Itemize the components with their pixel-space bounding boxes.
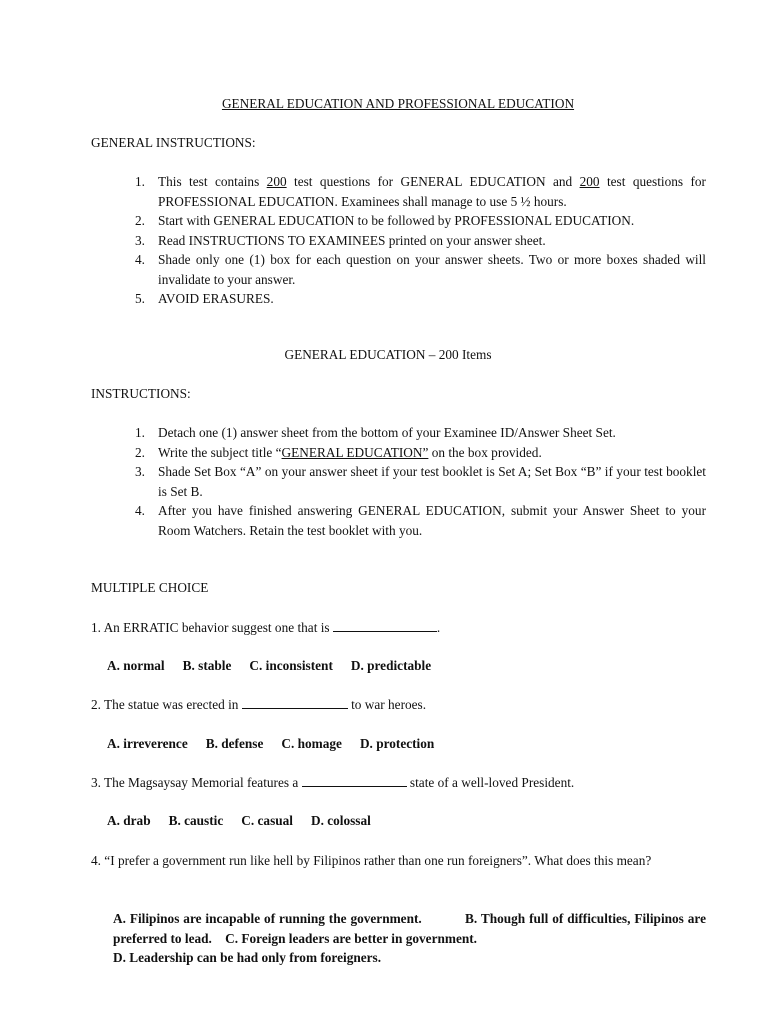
list-item: 3. Read INSTRUCTIONS TO EXAMINEES printed on your answer sheet. — [135, 232, 546, 248]
general-instructions-heading: GENERAL INSTRUCTIONS: — [91, 135, 256, 150]
question-3: 3. The Magsaysay Memorial features a state of a well-loved President. — [91, 775, 575, 790]
list-item: 5. AVOID ERASURES. — [135, 291, 274, 306]
answer-blank — [333, 619, 437, 632]
list-item: 2. Write the subject title “GENERAL EDUCATION” on the box provided. — [135, 444, 542, 460]
choice-a: A. normal — [107, 658, 165, 673]
choice-c: C. inconsistent — [249, 658, 333, 673]
list-item: 2. Start with GENERAL EDUCATION to be followed by PROFESSIONAL EDUCATION. — [135, 213, 635, 228]
list-item: 4. After you have finished answering GENERAL EDUCATION, submit your Answer Sheet to your Room Watchers. Retain the test booklet with you. — [135, 503, 706, 538]
choice-d: D. protection — [359, 736, 435, 751]
choice-a: A. irreverence — [107, 736, 188, 751]
document-title: GENERAL EDUCATION AND PROFESSIONAL EDUCATION — [221, 96, 575, 111]
multiple-choice-heading: MULTIPLE CHOICE — [91, 580, 209, 595]
choice-b: B. stable — [182, 658, 232, 673]
choice-a: A. drab — [107, 813, 151, 828]
choice-b: B. Though full of difficulties, Filipinos are preferred to lead. — [113, 911, 706, 946]
choice-d: D. colossal — [310, 813, 371, 828]
question-1-choices — [107, 656, 449, 676]
question-2-choices — [107, 734, 452, 754]
choice-c: C. homage — [281, 736, 342, 751]
choice-b: B. caustic — [168, 813, 224, 828]
choice-c: C. Foreign leaders are better in government. — [225, 930, 477, 946]
list-item: 4. Shade only one (1) box for each question on your answer sheets. Two or more boxes shaded will invalidate to your answer. — [135, 252, 706, 287]
choice-d: D. predictable — [350, 658, 432, 673]
question-4-choices — [113, 909, 706, 968]
subject-title: GENERAL EDUCATION” — [281, 444, 429, 460]
question-4: 4. “I prefer a government run like hell by Filipinos rather than one run foreigners”. What does this mean? — [91, 853, 652, 868]
section-title: GENERAL EDUCATION – 200 Items — [284, 347, 492, 362]
question-count: 200 — [579, 174, 600, 189]
choice-a: A. Filipinos are incapable of running the government. — [113, 911, 422, 926]
question-3-choices — [107, 811, 389, 831]
list-item: 1. Detach one (1) answer sheet from the bottom of your Examinee ID/Answer Sheet Set. — [135, 425, 616, 440]
question-2: 2. The statue was erected in to war heroes. — [91, 697, 427, 712]
instructions-list — [91, 423, 706, 540]
general-instructions-list — [91, 172, 706, 309]
answer-blank — [302, 774, 407, 787]
instructions-heading: INSTRUCTIONS: — [91, 386, 191, 401]
question-1: 1. An ERRATIC behavior suggest one that is . — [91, 620, 441, 635]
list-item: 1. This test contains 200 test questions for GENERAL EDUCATION and 200 test questions for PROFESSIONAL EDUCATION. Examinees shall manage to use 5 ½ hours. — [135, 174, 706, 209]
choice-b: B. defense — [205, 736, 264, 751]
answer-blank — [242, 696, 348, 709]
question-count: 200 — [266, 174, 287, 189]
choice-c: C. casual — [241, 813, 293, 828]
choice-d: D. Leadership can be had only from foreigners. — [113, 950, 382, 965]
list-item: 3. Shade Set Box “A” on your answer sheet if your test booklet is Set A; Set Box “B” if your test booklet is Set B. — [135, 464, 706, 499]
